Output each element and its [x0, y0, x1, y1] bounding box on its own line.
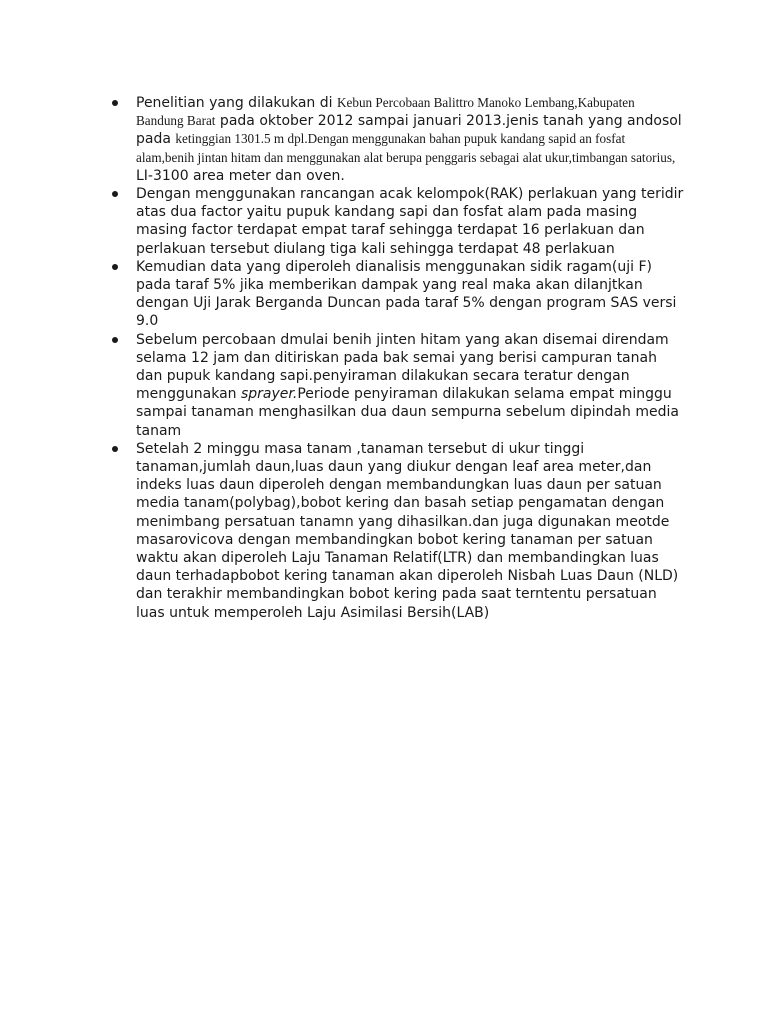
- list-item: [110, 440, 685, 622]
- bullet-icon: [112, 446, 118, 452]
- text-segment: LI-3100 area meter dan oven.: [136, 167, 345, 184]
- text-segment: Sebelum percobaan dmulai benih jinten hitam yang akan disemai direndam selama 12 jam dan ditiriskan pada bak semai yang berisi campuran tanah dan pupuk kandang sapi.penyiraman dilakukan secara teratur dengan menggunakan: [136, 331, 669, 403]
- bullet-icon: [112, 191, 118, 197]
- text-segment: Setelah 2 minggu masa tanam ,tanaman tersebut di ukur tinggi tanaman,jumlah daun,luas daun yang diukur dengan leaf area meter,dan indeks luas daun diperoleh dengan membandungkan luas daun per satuan media tanam(polybag),bobot kering dan basah setiap pengamatan dengan menimbang persatuan tanamn yang dihasilkan.dan juga digunakan meotde masarovicova dengan membandingkan bobot kering tanaman per satuan waktu akan diperoleh Laju Tanaman Relatif(LTR) dan membandingkan luas daun terhadapbobot kering tanaman akan diperoleh Nisbah Luas Daun (NLD) dan terakhir membandingkan bobot kering pada saat terntentu persatuan luas untuk memperoleh Laju Asimilasi Bersih(LAB): [136, 440, 679, 621]
- list-item: [110, 185, 685, 258]
- list-item: [110, 94, 685, 185]
- text-segment: Kemudian data yang diperoleh dianalisis menggunakan sidik ragam(uji F) pada taraf 5% jika memberikan dampak yang real maka akan dilanjtkan dengan Uji Jarak Berganda Duncan pada taraf 5% dengan program SAS versi 9.0: [136, 258, 677, 330]
- text-segment: Penelitian yang dilakukan di: [136, 95, 337, 111]
- list-item: [110, 331, 685, 440]
- bullet-icon: [112, 337, 118, 343]
- text-segment: ketinggian 1301.5 m dpl.Dengan menggunakan bahan pupuk kandang sapid an fosfat alam,benih jintan hitam dan menggunakan alat berupa penggaris sebagai alat ukur,timbangan satorius,: [136, 131, 676, 165]
- text-segment: Kebun Percobaan Balittro Manoko Lembang,Kabupaten Bandung Barat: [136, 95, 635, 129]
- document-page: [110, 94, 685, 622]
- text-segment: pada oktober 2012 sampai januari 2013.jenis tanah yang andosol pada: [136, 113, 682, 148]
- text-segment: Periode penyiraman dilakukan selama empat minggu sampai tanaman menghasilkan dua daun sempurna sebelum dipindah media tanam: [136, 386, 679, 439]
- text-segment: Dengan menggunakan rancangan acak kelompok(RAK) perlakuan yang teridir atas dua factor yaitu pupuk kandang sapi dan fosfat alam pada masing masing factor terdapat empat taraf sehingga terdapat 16 perlakuan dan perlakuan tersebut diulang tiga kali sehingga terdapat 48 perlakuan: [136, 186, 684, 257]
- bullet-list: [110, 94, 685, 622]
- list-item: [110, 258, 685, 331]
- text-segment: sprayer.: [241, 386, 298, 403]
- bullet-icon: [112, 100, 118, 106]
- bullet-icon: [112, 264, 118, 270]
